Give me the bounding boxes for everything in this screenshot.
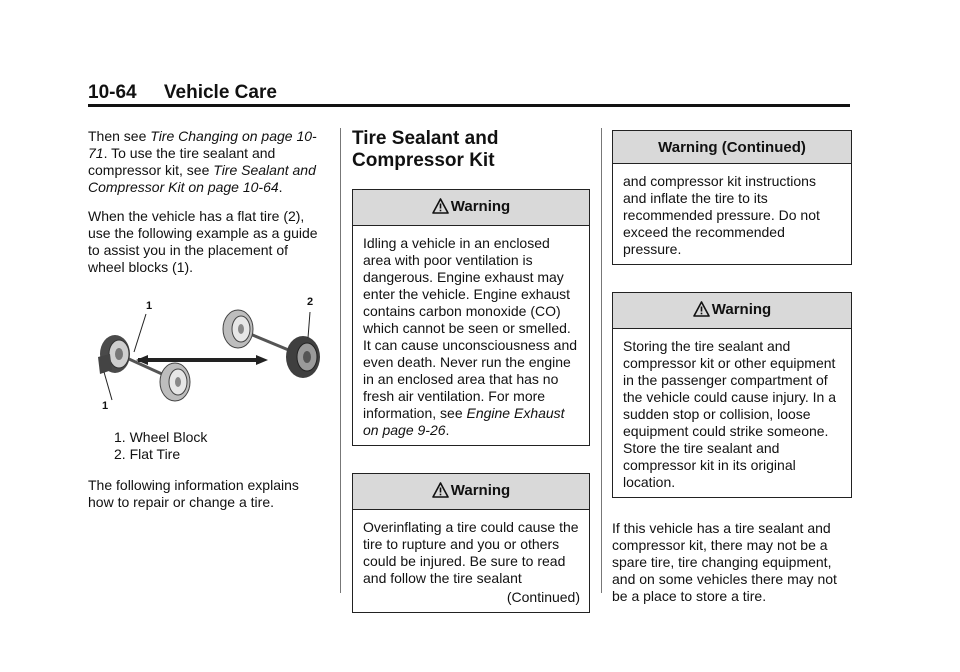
- warning-text: Storing the tire sealant and compressor kit or other equipment in the passenger compartment of the vehicle could cause injury. In a sudden stop or collision, loose equipment could strike someone. Store the tire sealant and compressor kit in its original location.: [623, 338, 836, 490]
- continued-label: (Continued): [506, 589, 580, 605]
- warning-text: and compressor kit instructions and inflate the tire to its recommended pressure. Do not exceed the recommended pressure.: [623, 173, 820, 257]
- no-spare-paragraph: If this vehicle has a tire sealant and compressor kit, there may not be a spare tire, tire changing equipment, and on some vehicles there may not be a place to store a tire.: [612, 520, 837, 604]
- wheel-block-illustration: [88, 294, 328, 419]
- warning-heading: Warning (Continued): [613, 131, 851, 164]
- column-divider-1: [340, 128, 341, 593]
- callout-1-top: 1: [146, 300, 153, 312]
- section-title: Vehicle Care: [163, 82, 277, 103]
- warning-box-exhaust: [352, 189, 590, 446]
- link-tire-changing[interactable]: Tire Changing on page 10-71: [88, 128, 317, 161]
- legend-item: 1. Wheel Block: [114, 429, 208, 445]
- warning-heading: Warning: [613, 293, 851, 329]
- callout-2: 2: [307, 296, 314, 308]
- page-number: 10-64: [88, 82, 137, 103]
- callout-1-bottom: 1: [102, 400, 109, 412]
- column-2: [352, 128, 590, 613]
- warning-box-continued: [612, 130, 852, 265]
- link-engine-exhaust[interactable]: Engine Exhaust on page 9-26: [363, 405, 565, 438]
- warning-text: Overinflating a tire could cause the tire to rupture and you or others could be injured. Be sure to read and follow the tire sealant: [363, 519, 579, 586]
- link-tire-sealant-kit[interactable]: Tire Sealant and Compressor Kit on page 10-64: [88, 162, 316, 195]
- warning-box-overinflating: [352, 473, 590, 613]
- warning-text: Idling a vehicle in an enclosed area with poor ventilation is dangerous. Engine exhaust may enter the vehicle. Engine exhaust contains carbon monoxide (CO) which cannot be seen or smelled. It can cause unconsciousness and even death. Never run the engine in an enclosed area that has no fresh air ventilation. For more information, see Engine Exhaust on page 9-26.: [363, 235, 578, 438]
- page-header: [88, 82, 277, 104]
- column-divider-2: [601, 128, 602, 593]
- wheel-block-figure: [88, 294, 328, 419]
- warning-triangle-icon: [432, 482, 449, 502]
- figure-legend: [88, 429, 328, 463]
- section-heading: Tire Sealant and Compressor Kit: [352, 128, 499, 171]
- warning-triangle-icon: [693, 301, 710, 321]
- flat-tire: [286, 336, 320, 378]
- legend-item: 2. Flat Tire: [114, 446, 181, 462]
- rear-right-tire: [160, 363, 190, 401]
- placement-paragraph: When the vehicle has a flat tire (2), use the following example as a guide to assist you in the placement of wheel blocks (1).: [88, 208, 318, 275]
- front-left-tire: [223, 310, 253, 348]
- header-rule: [88, 104, 850, 107]
- column-1: [88, 128, 328, 523]
- warning-box-storage: [612, 292, 852, 498]
- warning-heading: Warning: [353, 190, 589, 226]
- warning-triangle-icon: [432, 198, 449, 218]
- column-3: [612, 130, 852, 617]
- repair-paragraph: The following information explains how to repair or change a tire.: [88, 477, 299, 510]
- warning-heading: Warning: [353, 474, 589, 510]
- intro-paragraph: Then see Tire Changing on page 10-71. To use the tire sealant and compressor kit, see Tire Sealant and Compressor Kit on page 10-64.: [88, 128, 317, 195]
